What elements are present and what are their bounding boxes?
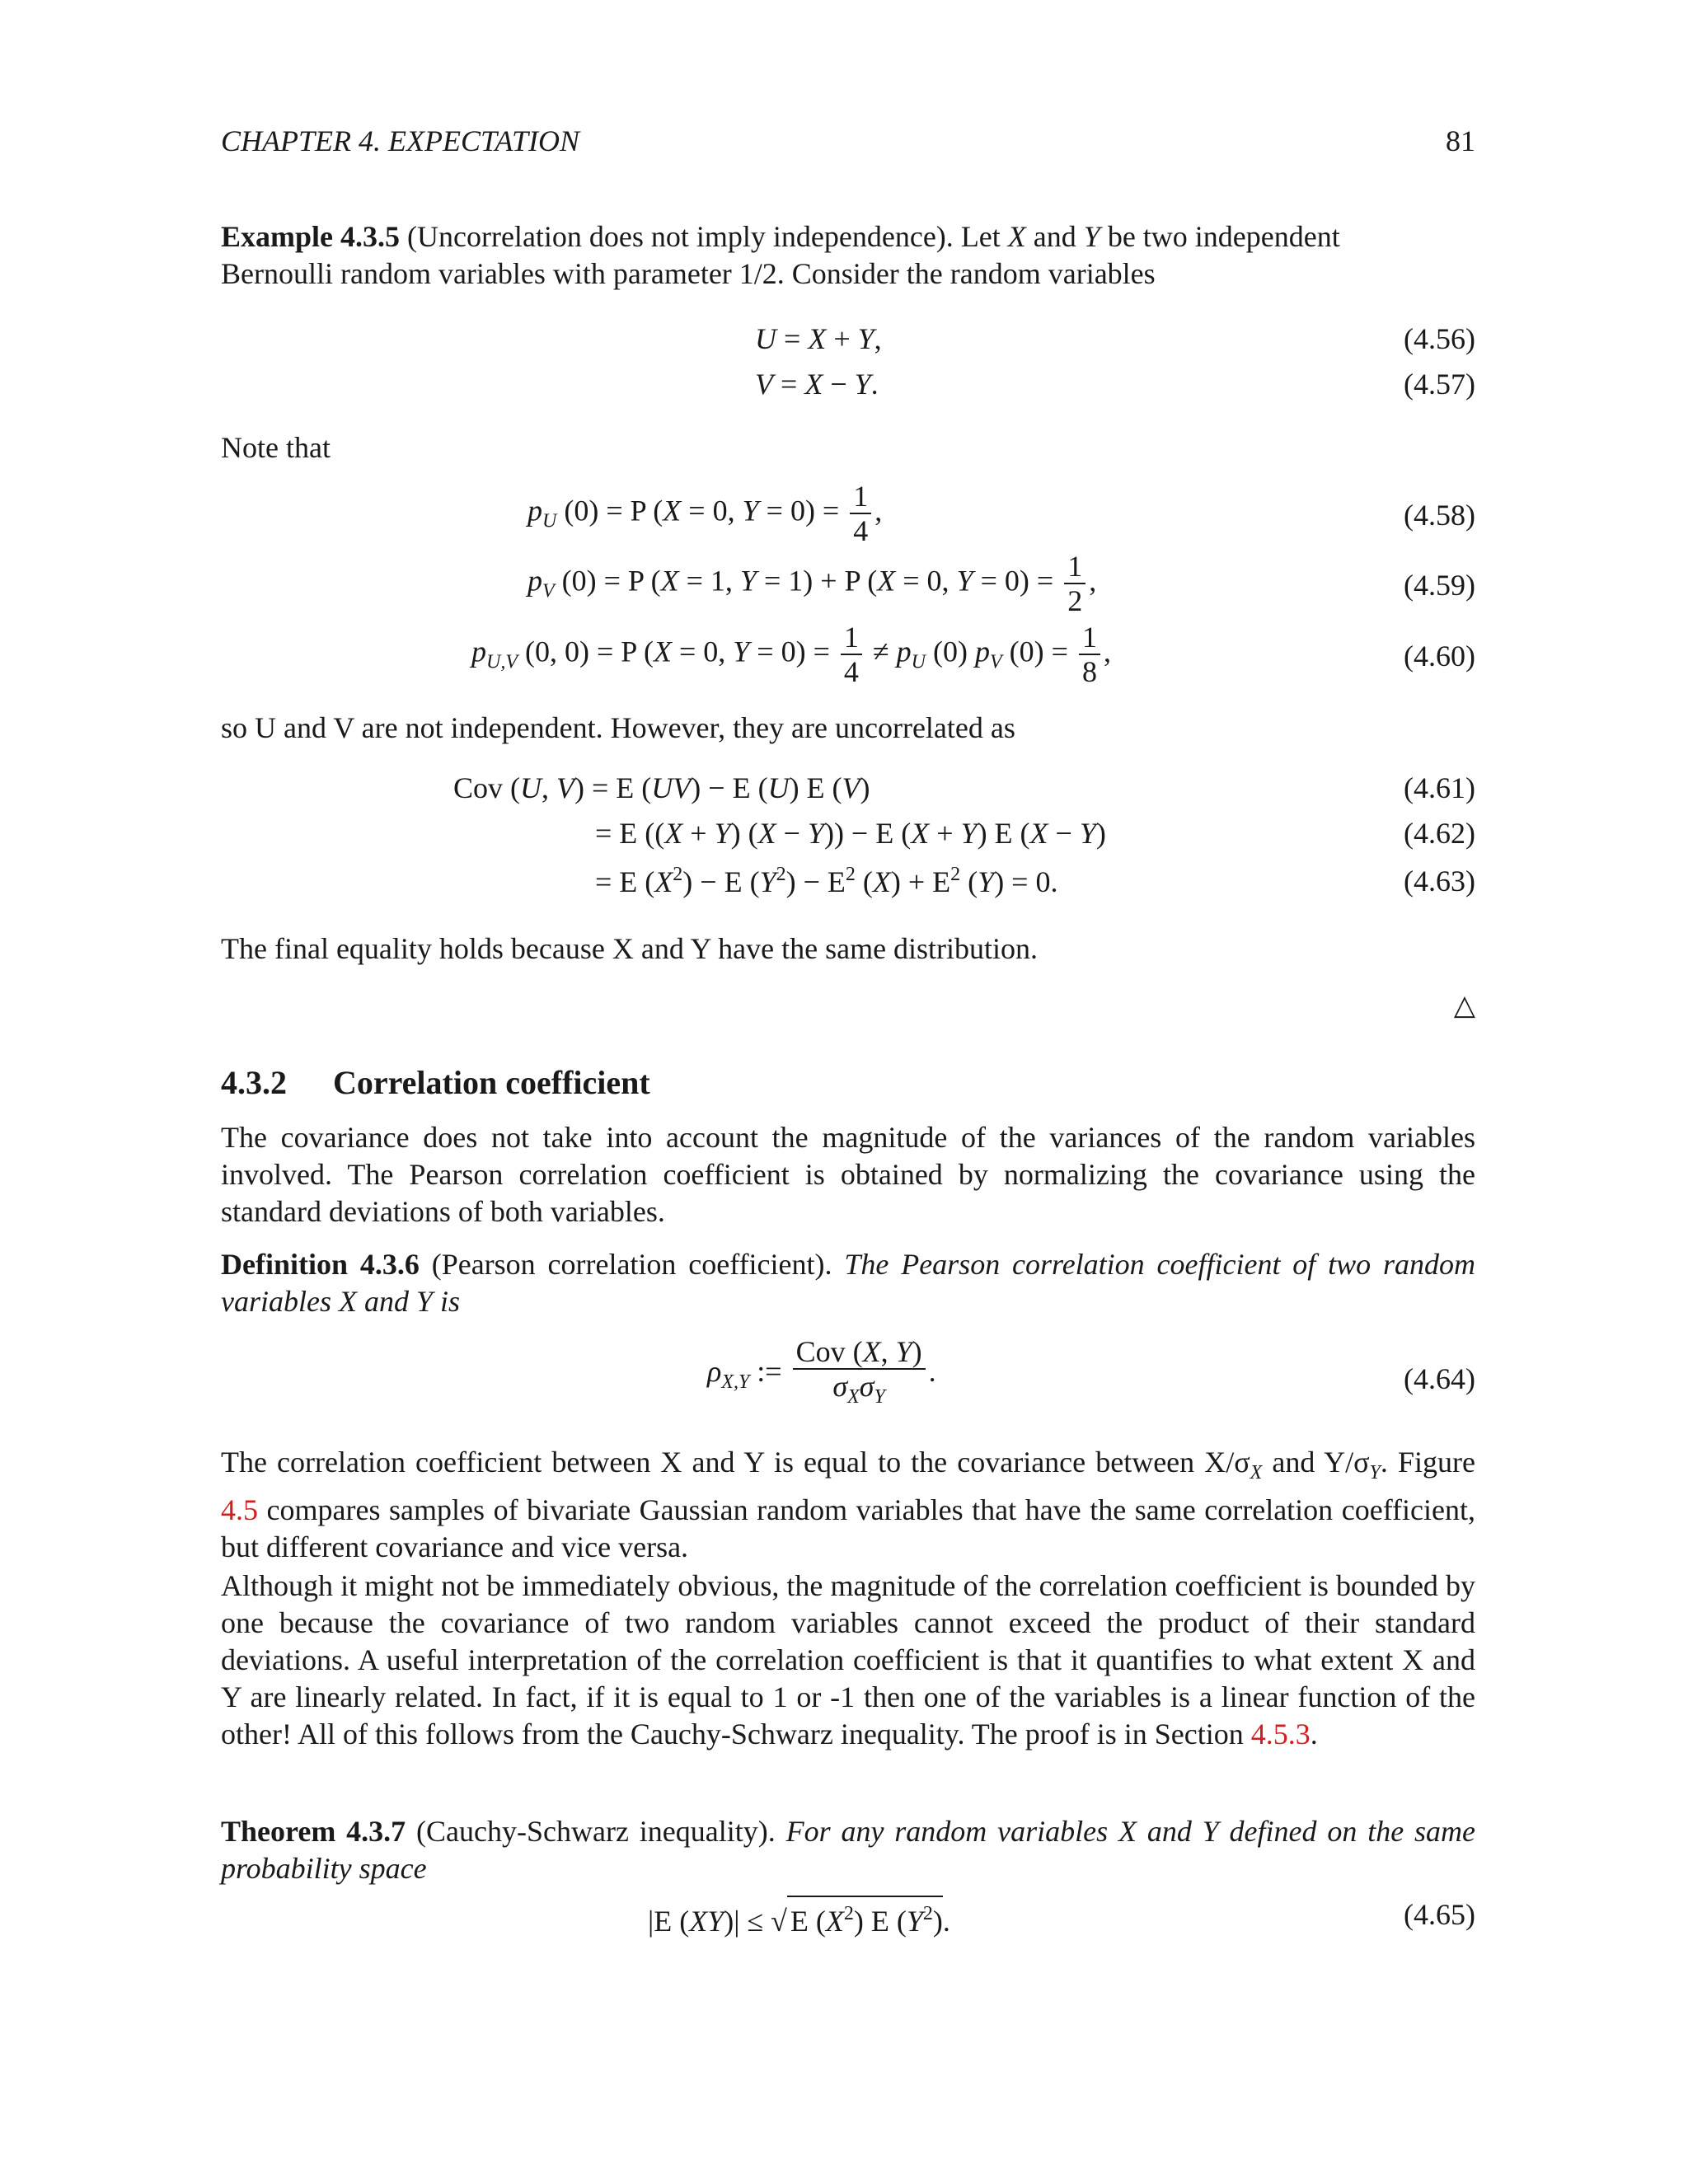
equation-number: (4.60) [1404,640,1475,673]
equation-4-59: $p_V$ (0) = P (X = 1, Y = 1) + P (X = 0, Y = 0) = $\frac{1}{2}$ , [528,550,1097,617]
equation-4-62: = E ((X + Y) (X − Y)) − E (X + Y) E (X − Y) [595,817,1106,850]
figure-link[interactable]: 4.5 [221,1493,258,1526]
running-header: CHAPTER 4. EXPECTATION [221,124,579,157]
page-number: 81 [1446,124,1475,157]
equation-4-64: $\rho_{X,Y}$ := $\frac{\text{Cov (X, Y)}}{\sigma_X\sigma_Y}$ . [707,1335,936,1408]
definition-text: The Pearson correlation coefficient of two random variables X and Y is [221,1248,1475,1318]
equation-4-58: $p_U$ (0) = P (X = 0, Y = 0) = $\frac{1}{4}$ , [528,480,883,547]
paragraph-correlation-covariance: The correlation coefficient between X and Y is equal to the covariance between $X/\sigma_X$ and $Y/\sigma_Y$. Figure 4.5 compares samples of bivariate Gaussian random variables that have the same correlation coefficient, but different covariance and vice versa. [221,1446,1475,1563]
equation-4-57: V = X − Y. [755,368,879,401]
equation-4-63: = E $(X^2) - E$ $(Y^2) - E^2$ $(X) + E^2$ (Y) = 0. [595,864,1058,898]
example-text: Let [960,220,1008,253]
equation-number: (4.63) [1404,865,1475,898]
example-label: Example 4.3.5 [221,220,401,253]
equation-number: (4.58) [1404,499,1475,532]
definition-paragraph [221,1246,1475,1320]
section-number: 4.3.2 [221,1064,287,1101]
theorem-title: (Cauchy-Schwarz inequality). [416,1815,776,1848]
section-heading [221,1063,650,1102]
section-title: Correlation coefficient [333,1064,650,1101]
end-of-example-triangle-icon: △ [1453,991,1475,1021]
example-text: and [1025,220,1084,253]
paragraph-covariance: The covariance does not take into account the magnitude of the variances of the random variables involved. The Pearson correlation coefficient is obtained by normalizing the covariance using the standard deviations of both variables. [221,1121,1475,1228]
equation-number: (4.61) [1404,771,1475,804]
equation-number: (4.57) [1404,368,1475,401]
equation-number: (4.65) [1404,1898,1475,1931]
section-link[interactable]: 4.5.3 [1250,1718,1311,1750]
equation-number: (4.64) [1404,1362,1475,1395]
final-equality-text: The final equality holds because X and Y have the same distribution. [221,932,1039,965]
paragraph-text: . [1310,1718,1318,1750]
theorem-paragraph [221,1813,1475,1887]
definition-label: Definition 4.3.6 [221,1248,420,1281]
equation-4-61: Cov (U, V) = E (UV) − E (U) E (V) [453,771,870,804]
paragraph-interpretation [221,1568,1475,1753]
not-independent-text: so U and V are not independent. However, they are uncorrelated as [221,711,1015,744]
definition-title: (Pearson correlation coefficient). [431,1248,832,1281]
equation-number: (4.62) [1404,817,1475,850]
example-text: be two independent [1100,220,1340,253]
equation-4-60: $p_{U,V}$ (0, 0) = P (X = 0, Y = 0) = $\frac{1}{4}$ ≠ $p_U$ (0) $p_V$ (0) = $\frac{1}{8}$ , [471,621,1111,688]
equation-number: (4.56) [1404,322,1475,355]
theorem-label: Theorem 4.3.7 [221,1815,406,1848]
paragraph-text: Although it might not be immediately obvious, the magnitude of the correlation coefficient is bounded by one because the covariance of two random variables cannot exceed the product of their standard deviations. A useful interpretation of the correlation coefficient is that it quantifies to what extent X and Y are linearly related. In fact, if it is equal to 1 or -1 then one of the variables is a linear function of the other! All of this follows from the Cauchy-Schwarz inequality. The proof is in Section [221,1569,1475,1750]
example-line2: Bernoulli random variables with parameter 1/2. Consider the random variables [221,257,1156,290]
theorem-text: For any random variables X and Y defined on the same probability space [221,1815,1476,1885]
paragraph-text: . Figure [1380,1446,1475,1479]
equation-number: (4.59) [1404,569,1475,602]
example-title: (Uncorrelation does not imply independence). [407,220,954,253]
paragraph-text: and Y/σ [1262,1446,1370,1479]
equation-4-65: |E (XY)| ≤ √ E $(X^2)$ E $(Y^2)$. [648,1896,950,1938]
example-paragraph: Example 4.3.5 (Uncorrelation does not imply independence). Let X and Y be two independent Bernoulli random variables with parameter 1/2. Consider the random variables [221,220,1340,290]
equation-4-56: U = X + Y, [755,322,882,355]
paragraph-text: compares samples of bivariate Gaussian random variables that have the same correlation coefficient, but different covariance and vice versa. [221,1493,1475,1563]
paragraph-text: The correlation coefficient between X and Y is equal to the covariance between X/σ [221,1446,1250,1479]
note-that-text: Note that [221,431,331,464]
